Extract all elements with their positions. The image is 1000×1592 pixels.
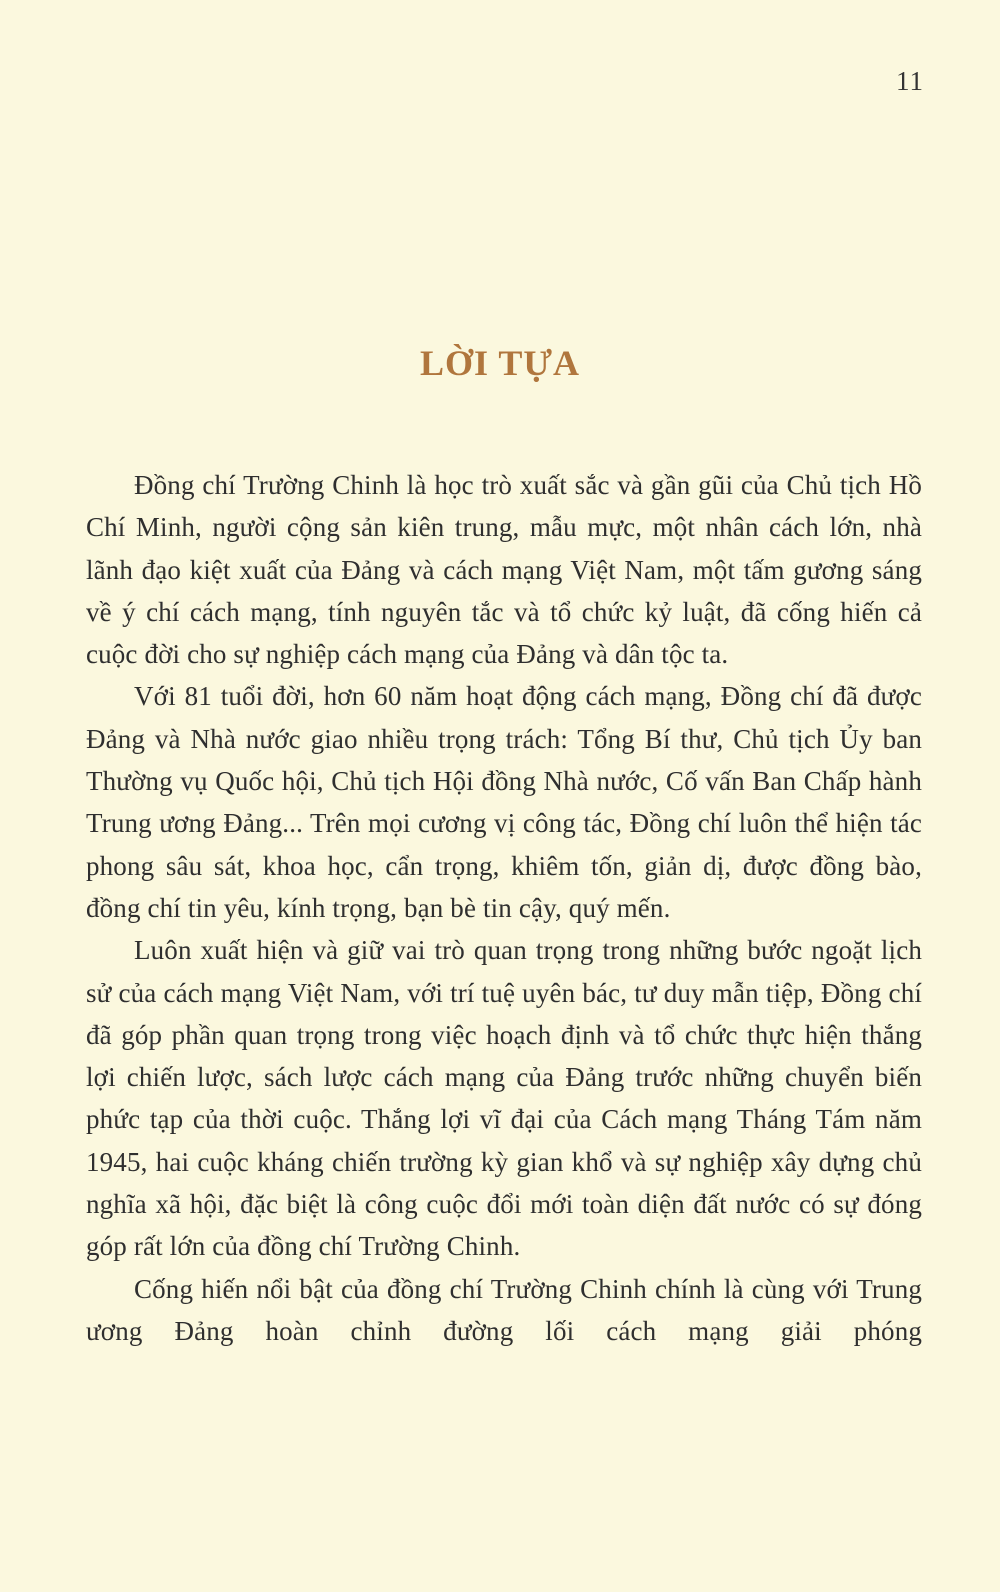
- paragraph: Cống hiến nổi bật của đồng chí Trường Chinh chính là cùng với Trung ương Đảng hoàn chỉnh đường lối cách mạng giải phóng: [86, 1273, 922, 1346]
- body-text: [86, 464, 922, 1352]
- paragraph: Luôn xuất hiện và giữ vai trò quan trọng trong những bước ngoặt lịch sử của cách mạng Việt Nam, với trí tuệ uyên bác, tư duy mẫn tiệp, Đồng chí đã góp phần quan trọng trong việc hoạch định và tổ chức thực hiện thắng lợi chiến lược, sách lược cách mạng của Đảng trước những chuyển biến phức tạp của thời cuộc. Thắng lợi vĩ đại của Cách mạng Tháng Tám năm 1945, hai cuộc kháng chiến trường kỳ gian khổ và sự nghiệp xây dựng chủ nghĩa xã hội, đặc biệt là công cuộc đổi mới toàn diện đất nước có sự đóng góp rất lớn của đồng chí Trường Chinh.: [86, 935, 922, 1262]
- paragraph: Đồng chí Trường Chinh là học trò xuất sắc và gần gũi của Chủ tịch Hồ Chí Minh, người cộng sản kiên trung, mẫu mực, một nhân cách lớn, nhà lãnh đạo kiệt xuất của Đảng và cách mạng Việt Nam, một tấm gương sáng về ý chí cách mạng, tính nguyên tắc và tổ chức kỷ luật, đã cống hiến cả cuộc đời cho sự nghiệp cách mạng của Đảng và dân tộc ta.: [86, 470, 922, 670]
- page-number: 11: [896, 66, 924, 96]
- paragraph: Với 81 tuổi đời, hơn 60 năm hoạt động cách mạng, Đồng chí đã được Đảng và Nhà nước giao nhiều trọng trách: Tổng Bí thư, Chủ tịch Ủy ban Thường vụ Quốc hội, Chủ tịch Hội đồng Nhà nước, Cố vấn Ban Chấp hành Trung ương Đảng... Trên mọi cương vị công tác, Đồng chí luôn thể hiện tác phong sâu sát, khoa học, cẩn trọng, khiêm tốn, giản dị, được đồng bào, đồng chí tin yêu, kính trọng, bạn bè tin cậy, quý mến.: [86, 681, 922, 923]
- page-title: LỜI TỰA: [419, 343, 581, 383]
